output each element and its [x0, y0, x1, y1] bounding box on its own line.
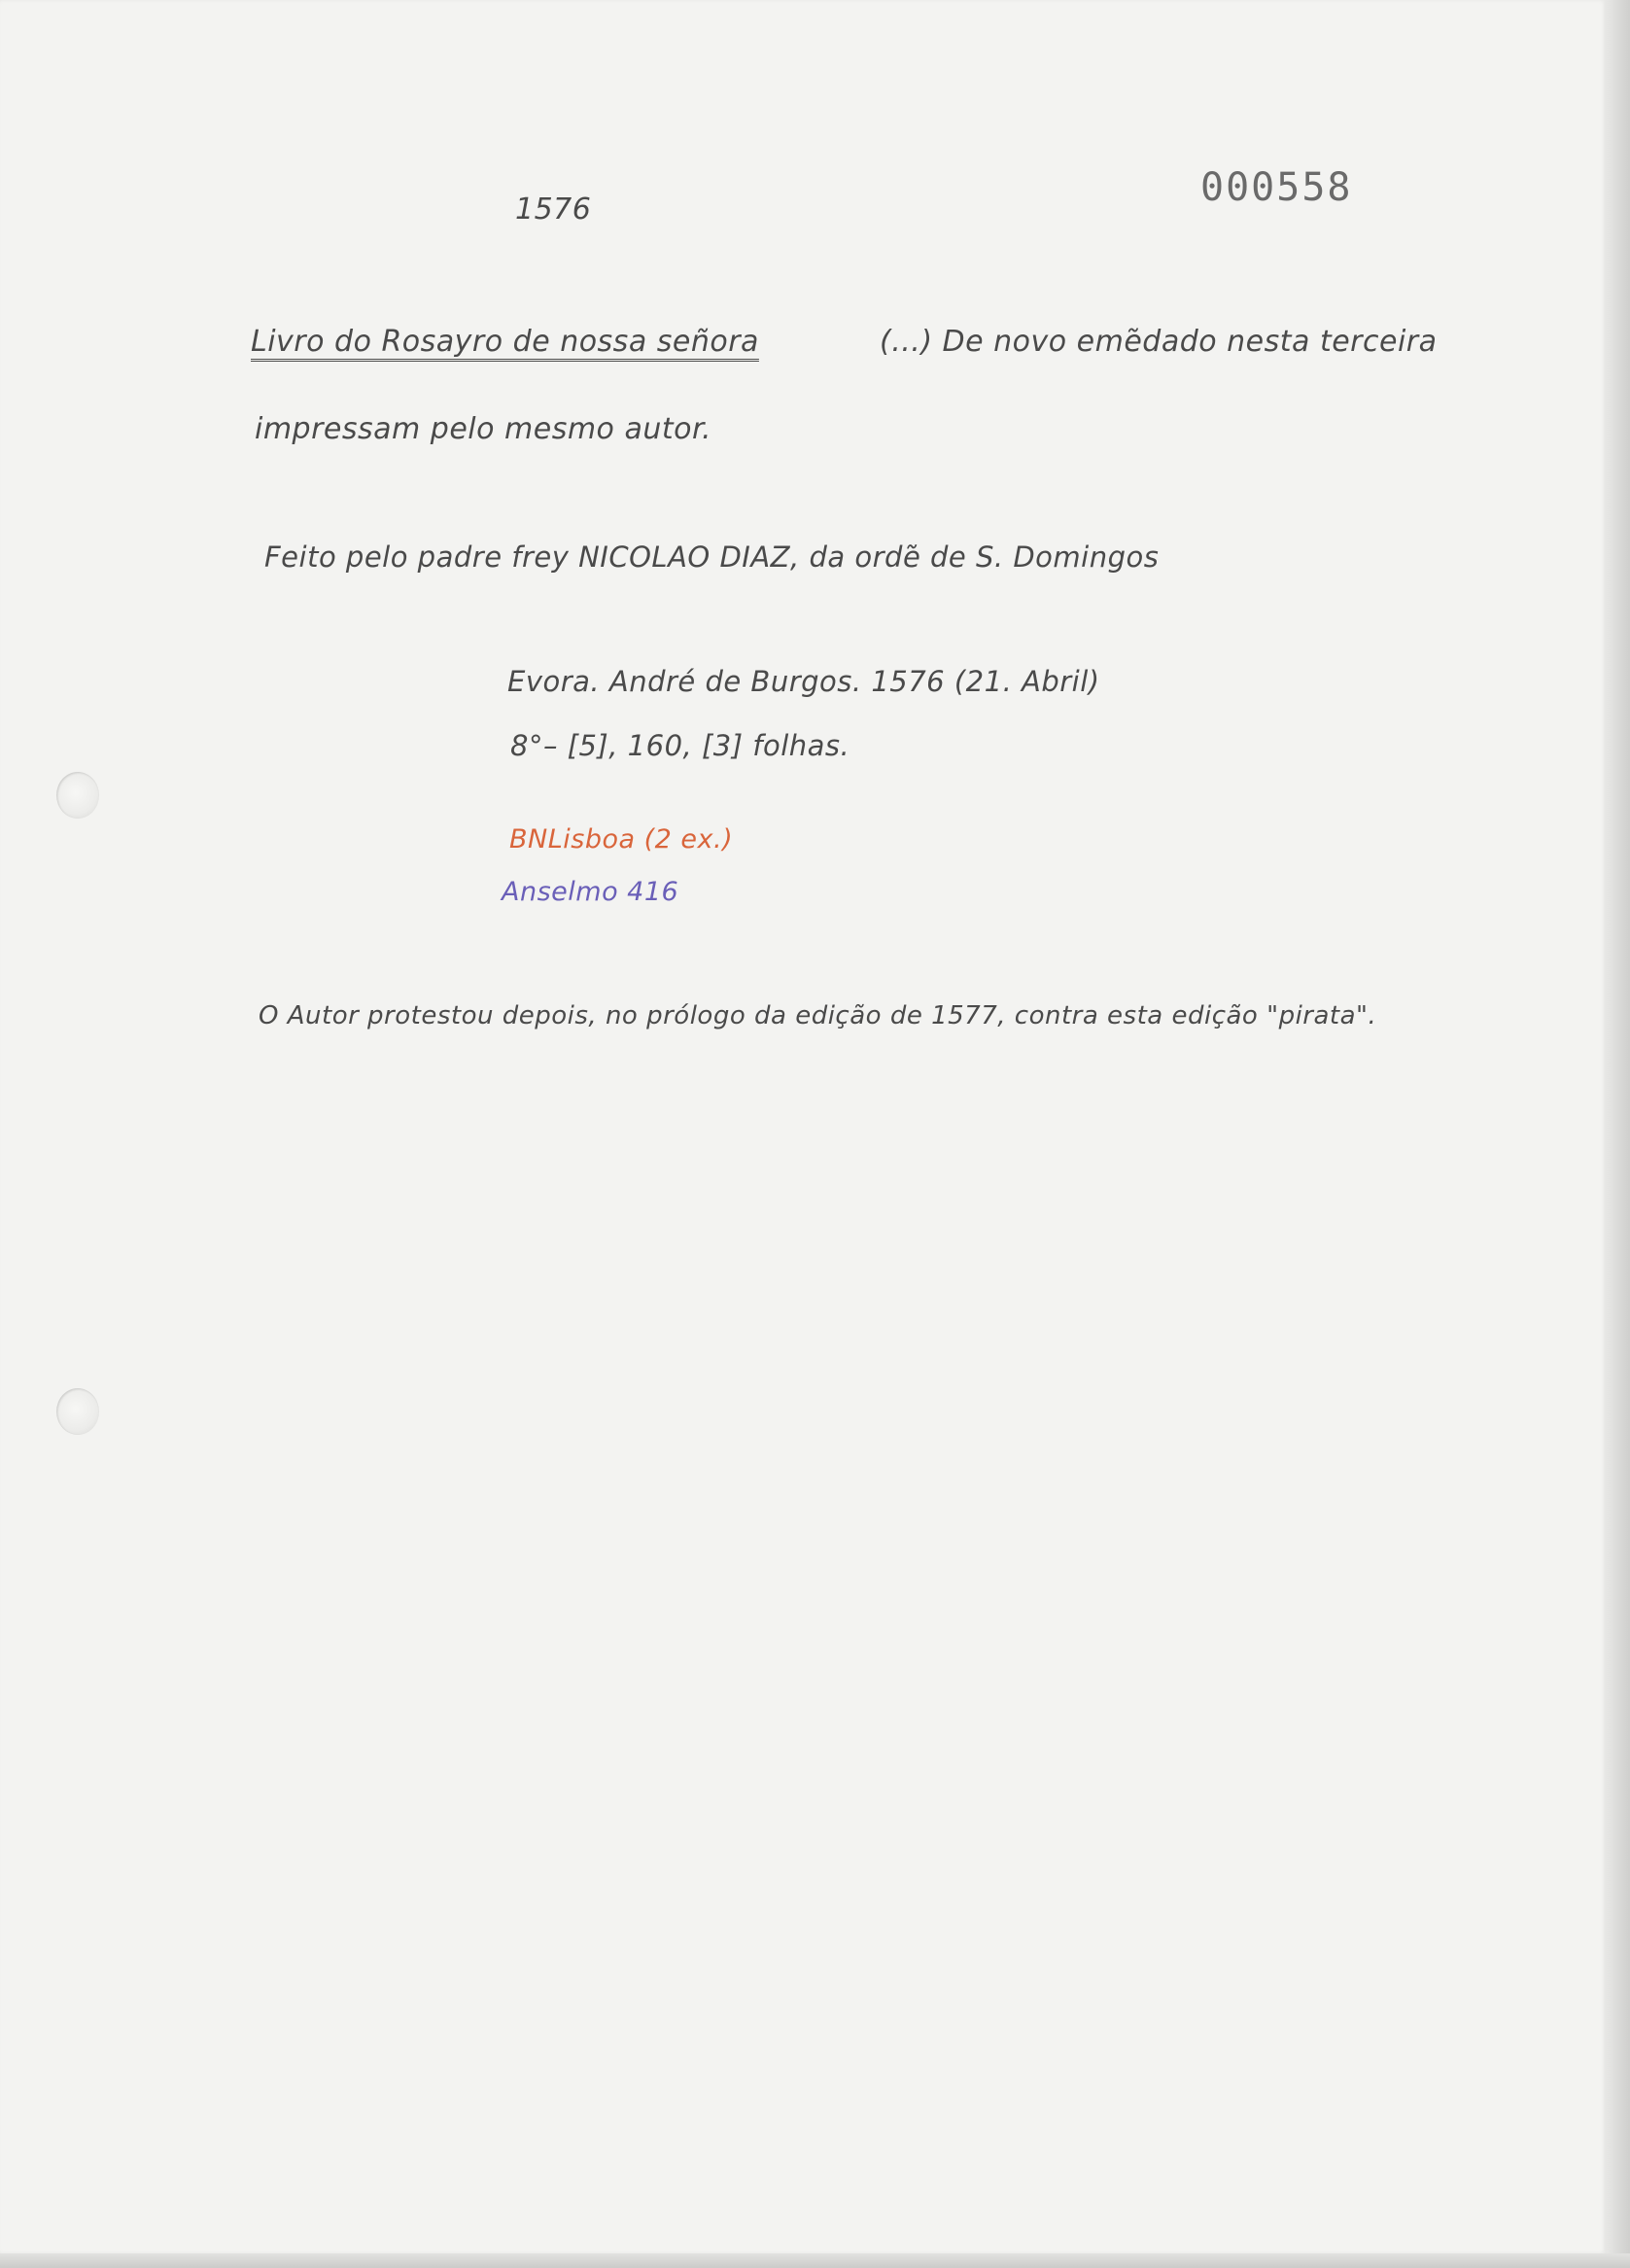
holding-library: BNLisboa (2 ex.) — [509, 824, 734, 855]
page-edge-right — [1606, 0, 1630, 2268]
catalog-number: 000558 — [1200, 165, 1353, 210]
record-author: Feito pelo padre frey NICOLAO DIAZ, da ordẽ de S. Domingos — [264, 541, 1160, 574]
punch-hole-top — [56, 772, 99, 819]
record-title-continuation: (...) De novo emẽdado nesta terceira — [880, 325, 1438, 359]
record-collation: 8°– [5], 160, [3] folhas. — [510, 729, 850, 762]
punch-hole-bottom — [56, 1388, 99, 1435]
record-year: 1576 — [515, 192, 592, 227]
record-imprint: Evora. André de Burgos. 1576 (21. Abril) — [507, 665, 1100, 698]
record-title-line2: impressam pelo mesmo autor. — [255, 412, 712, 446]
record-title: Livro do Rosayro de nossa señora — [251, 325, 759, 359]
record-note: O Autor protestou depois, no prólogo da edição de 1577, contra esta edição "pirata". — [259, 1001, 1377, 1030]
bibliographic-reference: Anselmo 416 — [502, 877, 679, 907]
page-edge-bottom — [0, 2253, 1630, 2268]
